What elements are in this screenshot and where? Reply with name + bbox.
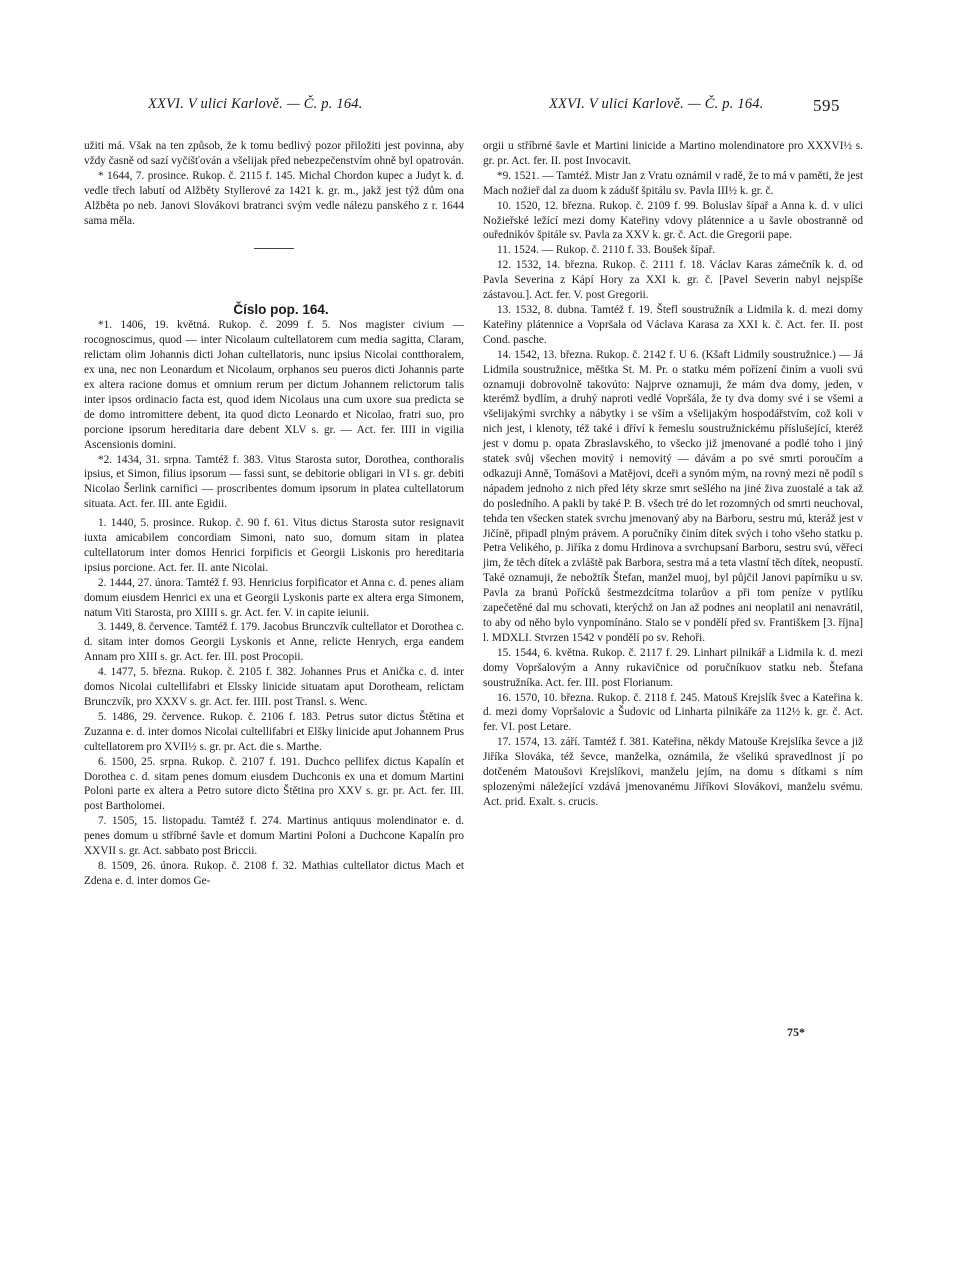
running-head-left: XXVI. V ulici Karlově. — Č. p. 164. (148, 96, 363, 112)
entry: 14. 1542, 13. března. Rukop. č. 2142 f. U 6. (Kšaft Lidmily soustružnice.) — Já Lidmila soustružnice, měštka St. M. Pr. o statku mém pořízení činím a vuoli svú oznamuji dobrovolně takovúto: Najprve oznamuji, že mám dva domy, jeden, v kterémž bydlím, a druhý naproti vedlé Vopršála, že ty dva domy své i se všemi a všelijakými svrchky a nábytky i se vším a všelijakým hospodářstvím, což koli v nich jest, i klenoty, též také i dříví k řemeslu soustružnickému příslušející, kteréž jest v domu p. opata Zbraslavského, to všecko již jmenované a podlé toho i jiný statek svůj všechen movitý i nemovitý — dávám a po své smrti poroučím a odkazuji Anně, Tomášovi a Matějovi, dceři a synóm mým, na rovný mezi ně podíl s nápadem jednoho z nich před léty skrze smrt sešlého na jiné živa zuostalé a tak až do posledního. A pakli by také P. B. všech tré do let rozomných od smrti neuchoval, tehda ten všecken statek svrchu jmenovaný aby na Barboru, sestru mú, kteráž jest v Jičíně, připadl plným právem. A poručníky činím dítek svých i toho všeho statku p. Petra Velikého, p. Jiříka z domu Hrdinova a svrchupsaní Barboru, sestru svú, věřeci jim, že těch dítek a zvláště pak Barbora, sestra má a teta vlastní těch dítek, neopustí. Také oznamuji, že nebožtík Štefan, manžel muoj, byl půjčil Janovi papírníku u sv. Pavla za branú Pořícků šestmezdcítma tolarůov a při tom peníze v pytlíku zapečetěné dal mu schovati, kterýchž on Jan až podnes ani neoplatil ani nenavrátil, to aby od něho bylo vynpomínáno. Stalo se v pondělí před sv. Františkem [3. října] l. MDXLI. Stvrzen 1542 v pondělí po sv. Rehoři. (483, 348, 863, 644)
paragraph: užiti má. Však na ten způsob, že k tomu bedlivý pozor přiložiti jest povinna, aby vždy časně od sazí vyčišťován a všelijak před nebezpečenstvím ohně byl opatrován. (84, 140, 465, 167)
separator-rule (254, 248, 294, 249)
paragraph: * 1644, 7. prosince. Rukop. č. 2115 f. 145. Michal Chordon kupec a Judyt k. d. vedle třech labutí od Alžběty Styllerové za 1421 k. gr. m., jakž jest týž dům ona Alžběta po neb. Janovi Slovákovi bratranci svým vedle nálezu panského z r. 1644 sama měla. (84, 169, 464, 227)
entry: 13. 1532, 8. dubna. Tamtéž f. 19. Štefl soustružník a Lidmila k. d. mezi domy Kateřiny plátennice a Vopršala od Václava Karasa za XXI k. č. Act. fer. II. post Cond. pasche. (483, 303, 863, 346)
entry: 17. 1574, 13. září. Tamtéž f. 381. Kateřina, někdy Matouše Krejslíka ševce a již Jiříka Slováka, též ševce, manželka, oznámila, že všelikú spravedlnost jí po dotčeném Matoušovi Krejslíkovi, manželu jejím, na domu s dítkami s ním splozenými náležející vzdává jmenovanému Jiříkovi Slovákovi, manželu svému. Act. prid. Exalt. s. crucis. (483, 736, 863, 808)
right-column (483, 139, 863, 810)
entry: orgii u stříbrné šavle et Martini linicide a Martino molendinatore pro XXXVI½ s. gr. pr. Act. fer. II. post Invocavit. (483, 140, 863, 167)
entry: *2. 1434, 31. srpna. Tamtéž f. 383. Vitus Starosta sutor, Dorothea, conthoralis ipsius, et Simon, filius ipsorum — fassi sunt, se debitorie obligari in VI s. gr. debiti Nicolao Šerlink carnifici — proscribentes domum ipsorum in platea cultellatorum situata. Act. fer. III. ante Egidii. (84, 453, 464, 511)
entry: 8. 1509, 26. února. Rukop. č. 2108 f. 32. Mathias cultellator dictus Mach et Zdena e. d. inter domos Ge- (84, 859, 464, 887)
entry: 11. 1524. — Rukop. č. 2110 f. 33. Boušek šípař. (497, 244, 716, 257)
entry: 1. 1440, 5. prosince. Rukop. č. 90 f. 61. Vitus dictus Starosta sutor resignavit iuxta amicabilem concordiam Simoni, nato suo, domum sitam in platea cultellatorum inter domos Henrici forpificis et Georgii Liskonis pro hereditaria ipsius porcione. Act. fer. II. ante Nicolai. (84, 517, 464, 574)
entry: 2. 1444, 27. února. Tamtéž f. 93. Henricius forpificator et Anna c. d. penes aliam domum eiusdem Henrici ex una et Georgii Lyskonis parte ex altera erga Simonem, natum Viti Starosta, pro XIIII s. gr. Act. fer. V. in capite ieiunii. (84, 576, 464, 619)
section-title: Číslo pop. 164. (233, 302, 329, 318)
entry: 10. 1520, 12. března. Rukop. č. 2109 f. 99. Boluslav šípař a Anna k. d. v ulici Nožieřské ležící mezi domy Kateřiny vdovy plátennice a u šavle obostranně od ouřednikóv špitále sv. Pavla za XXV k. gr. č. Act. die Gregorii pape. (483, 199, 863, 242)
entry: *1. 1406, 19. květná. Rukop. č. 2099 f. 5. Nos magister civium — rocognoscimus, quod — inter Nicolaum cultellatorem cum media sagitta, Claram, relictam olim Johannis dicti Johan cultellatoris, nunc ipsius Nicolai contthoralem, ex una, nec non Leonardum et Nicolaum, orphanos seu pueros dicti Johannis parte ex altera racione domus et omnium rerum per dictum Johannem relictorum talis inter ipsos ordinacio facta est, quod idem Nicolaus una cum uxore sua predicta se de domo intromittere debent, ita quod dicto Leonardo et Nicolao, fratri suo, pro porcione ipsorum hereditaria dare debent XLV s. gr. — Act. fer. IIII in vigilia Ascensionis domini. (84, 319, 464, 451)
left-column (84, 139, 464, 889)
entry: 7. 1505, 15. listopadu. Tamtéž f. 274. Martinus antiquus molendinator e. d. penes domum u stříbrné šavle et domum Martini Poloni a Duchcone Kapalín pro XXVII s. gr. Act. sabbato post Briccii. (84, 815, 464, 858)
entry: 15. 1544, 6. května. Rukop. č. 2117 f. 29. Linhart pilnikář a Lidmila k. d. mezi domy Vopršalovým a Anny rukavičnice od poručníkuov statku neb. Štefana soustružníka. Act. fer. III. post Florianum. (483, 646, 863, 689)
running-head-right: XXVI. V ulici Karlově. — Č. p. 164. (549, 96, 764, 112)
entry: 12. 1532, 14. března. Rukop. č. 2111 f. 18. Václav Karas zámečník k. d. od Pavla Severina z Kápí Hory za XXI k. gr. č. [Pavel Severin nabyl nejspíše zástavou.]. Act. fer. V. post Gregorii. (483, 259, 863, 302)
entry: 6. 1500, 25. srpna. Rukop. č. 2107 f. 191. Duchco pellifex dictus Kapalín et Dorothea c. d. sitam penes domum eiusdem Duchconis ex una et domum Martini Poloni parte ex altera a Petro sutore dicto Štětina pro XXV s. gr. pr. Act. fer. III. post Bartholomei. (84, 755, 464, 813)
entry: *9. 1521. — Tamtéž. Mistr Jan z Vratu oznámil v radě, že to má v paměti, že jest Mach nožieř dal za duom k zádušf špitálu sv. Pavla III½ k. gr. č. (483, 169, 863, 197)
page-number: 595 (813, 96, 840, 115)
entry: 16. 1570, 10. března. Rukop. č. 2118 f. 245. Matouš Krejslík švec a Kateřina k. d. mezi domy Vopršalovic a Šudovic od Linharta pilnikáře za 112½ k. gr. č. Act. fer. VI. post Letare. (483, 691, 863, 734)
entry: 3. 1449, 8. července. Tamtéž f. 179. Jacobus Brunczvík cultellator et Dorothea c. d. sitam inter domos Georgii Lyskonis et Anne, relicte Henrych, erga eandem Annam pro XIII s. gr. Act. fer. III. post Procopii. (84, 621, 464, 664)
entry: 5. 1486, 29. července. Rukop. č. 2106 f. 183. Petrus sutor dictus Štětina et Zuzanna e. d. inter domos Nicolai cultellifabri et Elšky linicide aput Johannem Prus cultellatorem pro XVII½ s. gr. pr. Act. die s. Marthe. (84, 710, 464, 753)
sheet-signature-mark: 75* (787, 1025, 805, 1039)
entry: 4. 1477, 5. března. Rukop. č. 2105 f. 382. Johannes Prus et Anička c. d. inter domos Nicolai cultellifabri et Elssky linicide situatam aput Dorotheam, relictam Brunczvík, pro XXXV s. gr. Act. fer. IIII. post Transl. s. Wenc. (84, 666, 464, 708)
